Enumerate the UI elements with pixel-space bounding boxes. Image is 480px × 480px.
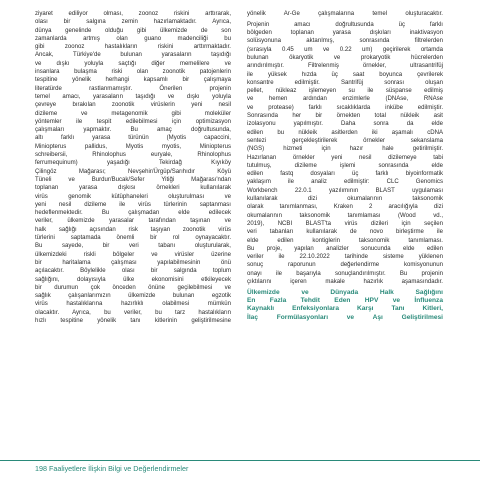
text-line: pellet, nükleaz işlemeyen su ile süspanse edilmiş xyxy=(247,88,443,95)
text-line: çevreye bırakılan zoonotik virüslerin yeni nesil xyxy=(35,102,231,109)
text-line: bulunan ökaryotik ve prokaryotik hücrelerden xyxy=(247,54,443,61)
footer-caption xyxy=(35,464,188,473)
text-line: ferrumequinum) yaşadığı Tekirdağ Kıyıköy xyxy=(35,160,231,167)
footer-divider xyxy=(0,460,480,461)
text-line: edilen bu nükleik asitlerden iki aşamalı cDNA xyxy=(247,129,443,136)
text-line: dizileme ve metagenomik gibi moleküler xyxy=(35,110,231,117)
text-line: olarak tanımlanması, Kraken 2 aracılığıyla dizi xyxy=(247,204,443,211)
text-line: İlaç Formülasyonları ve Aşı Geliştirilmesi xyxy=(247,313,443,321)
text-line: Çilingöz Mağarası; Nevşehir/Ürgüp/Sarıhıdır Köyü xyxy=(35,168,231,175)
text-line: izolasyonu yapılmıştır. Daha sonra da elde xyxy=(247,121,443,128)
text-line: Sonrasında her bir örnekten total nükleik asit xyxy=(247,113,443,120)
text-line: Miniopterus pallidus, Myotis myotis, Miniopterus xyxy=(35,143,231,150)
left-text-column xyxy=(35,10,231,325)
text-line: virüs hastalıklarına hazırlıklı olabilmesi mümkün xyxy=(35,301,231,308)
text-line: arındırılmıştır. Filtrelenmiş örnekler, ultrasantrifüj xyxy=(247,63,443,70)
text-line: çıktılarını içeren makale hazırlık aşamasındadır. xyxy=(247,279,443,285)
text-line: hedeflenmektedir. Bu çalışmadan elde edilecek xyxy=(35,210,231,217)
text-line: olası bir salgına zemin hazırlamaktadır. Ayrıca, xyxy=(35,19,231,26)
text-line: yaklaşım ile analiz edilmiştir: CLC Genomics xyxy=(247,179,443,186)
text-line: gibi zoonoz hastalıkların riskini arttırmaktadır. xyxy=(35,44,231,51)
right-intro-paragraph xyxy=(247,10,443,18)
text-line: bölgeden toplanan yarasa dışkıları inaktivasyon xyxy=(247,30,443,37)
text-line: Bu sayede, bir veri tabanı oluşturularak, xyxy=(35,243,231,250)
text-line: ziyaret ediliyor olması, zoonoz riskini arttırarak, xyxy=(35,11,231,17)
text-line: tutulmuş, dizileme işlemi sonrasında elde xyxy=(247,162,443,169)
text-line: yöntemler ile tespit edilebilmesi için optimizasyon xyxy=(35,118,231,125)
text-line: veri tabanları kullanılarak de novo birleştirme ile xyxy=(247,229,443,236)
text-line: (sırasıyla 0.45 um ve 0.22 um) geçirilerek ortamda xyxy=(247,46,443,53)
text-line: edilen fastq dosyaları üç farklı biyoinformatik xyxy=(247,171,443,178)
text-line: insanlara bulaşma riski olan zoonotik patojenlerin xyxy=(35,69,231,76)
right-main-paragraph xyxy=(247,21,443,287)
text-line: Projenin amacı doğrultusunda üç farklı xyxy=(247,21,443,28)
text-line: konsantre edilmiştir. Santrifüj sonrası oluşan xyxy=(247,79,443,86)
text-line: solüsyonuna aktarılmış, sonrasında filtrelerden xyxy=(247,38,443,45)
text-line: zamanlarda artmış olan guano madenciliği bu xyxy=(35,35,231,42)
text-line: (NGS) hizmeti için hazır hale getirilmiştir. xyxy=(247,146,443,153)
text-line: ile yüksek hızda üç saat boyunca çevrilerek xyxy=(247,71,443,78)
text-line: Ancak, Türkiye'de bulunan yarasaların taşıdığı xyxy=(35,52,231,59)
text-line: temel amacı, yarasaların taşıdığı ve dışkı yoluyla xyxy=(35,93,231,100)
text-line: onayı ile başarıyla sonuçlandırılmıştır. Bu projenin xyxy=(247,270,443,277)
text-line: açılacaktır. Böylelikle olası bir salgında toplum xyxy=(35,268,231,275)
text-line: sonuç raporunun değerlendirme komisyonunun xyxy=(247,262,443,269)
section-heading xyxy=(247,289,443,322)
text-line: olacaktır. Ayrıca, bu veriler, bu tarz hastalıkların xyxy=(35,309,231,316)
text-line: hızlı tespitine yönelik tanı kitlerinin geliştirilmesine xyxy=(35,317,231,324)
text-line: bir durumun çok önceden önüne geçilebilmesi ve xyxy=(35,284,231,291)
text-line: Hazırlanan örnekler yeni nesil dizilemeye tabi xyxy=(247,154,443,161)
text-line: yönelik Ar-Ge çalışmalarına temel oluşturacaktır. xyxy=(247,11,443,17)
text-line: Workbench 22.0.1 yazılımının BLAST uygulaması xyxy=(247,187,443,194)
text-line: sağlığını, dolayısıyla ülke ekonomisini etkileyecek xyxy=(35,276,231,283)
right-text-column xyxy=(247,10,443,322)
text-line: elde edilen kontiglerin taksonomik tanımlaması. xyxy=(247,237,443,244)
text-line: türlerini saptamada önemli bir rol oynayacaktır. xyxy=(35,235,231,242)
text-line: ve protease) farklı sıcaklıklarda inkübe edilmiştir. xyxy=(247,104,443,111)
text-line: altı farklı yarasa türünün (Myotis capaccini, xyxy=(35,135,231,142)
text-line: Ülkemizde ve Dünyada Halk Sağlığını xyxy=(247,288,443,296)
text-line: Bu proje, yapılan analizler sonucunda elde edilen xyxy=(247,245,443,252)
text-line: halk sağlığı açısından risk taşıyan zoonotik virüs xyxy=(35,226,231,233)
text-line: literatürde rastlanmamıştır. Önerilen projenin xyxy=(35,85,231,92)
page-footer xyxy=(0,436,480,480)
text-line: En Fazla Tehdit Eden HPV ve İnfluenza xyxy=(247,297,443,305)
text-line: sağlık çalışanlarımızın ülkemizde bulunan egzotik xyxy=(35,293,231,300)
text-line: veriler, ülkemizde yarasalar tarafından taşınan ve xyxy=(35,218,231,225)
text-line: ülkemizdeki riskli bölgeler ve virüsler üzerine xyxy=(35,251,231,258)
text-line: çalışmaları yapmaktır. Bu amaç doğrultusunda, xyxy=(35,127,231,134)
text-line: schreibersii, Rhinolophus euryale, Rhinolophus xyxy=(35,152,231,159)
text-line: virüs genomik kütüphaneleri oluşturulması ve xyxy=(35,193,231,200)
text-line: dünya genelinde olduğu gibi ülkemizde de son xyxy=(35,27,231,34)
text-line: okumalarının taksonomik tanımlaması (Wood vd., xyxy=(247,212,443,219)
text-line: Tüneli ve Burdur/Bucak/Sefer Yitiği Mağarası'ndan xyxy=(35,176,231,183)
text-line: yeni nesil dizileme ile virüs türlerinin saptanması xyxy=(35,201,231,208)
page-number: 198 xyxy=(35,464,47,473)
text-line: ve hemen ardından enzimlerle (DNAse, RNAse xyxy=(247,96,443,103)
text-line: bir haritalama çalışması yapılabilmesinin önü xyxy=(35,259,231,266)
text-line: ve dışkı yoluyla saçtığı diğer memelilere ve xyxy=(35,60,231,67)
footer-title: Faaliyetlere İlişkin Bilgi ve Değerlendirmeler xyxy=(49,464,189,473)
text-line: veriler ile 22.10.2022 tarihinde sisteme yüklenen xyxy=(247,254,443,261)
text-line: toplanan yarasa dışkısı örnekleri kullanılarak xyxy=(35,185,231,192)
text-line: 2019), NCBI BLAST'ta virüs dizileri için seçilen xyxy=(247,220,443,227)
text-line: sentezi gerçekleştirilerek örnekler sekanslama xyxy=(247,137,443,144)
text-line: Kaynaklı Enfeksiyonlara Karşı Tanı Kitleri, xyxy=(247,305,443,313)
text-line: kullanılarak dizi okumalarının taksonomik xyxy=(247,196,443,203)
text-line: tespitine yönelik herhangi kapsamlı bir çalışmaya xyxy=(35,77,231,84)
